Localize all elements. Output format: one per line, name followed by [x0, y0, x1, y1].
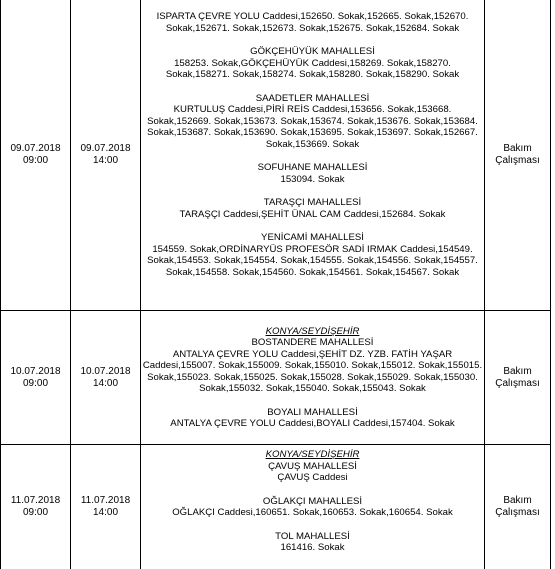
- street-list: ISPARTA ÇEVRE YOLU Caddesi,152650. Sokak,152665. Sokak,152670. Sokak,152671. Sokak,152673. Sokak,152675. Sokak,152684. Sokak: [156, 11, 469, 34]
- street-list: 153094. Sokak: [280, 173, 345, 185]
- street-list: KURTULUŞ Caddesi,PİRİ REİS Caddesi,153656. Sokak,153668. Sokak,152669. Sokak,153673. Sokak,153674. Sokak,153676. Sokak,153684. Sokak,153687. Sokak,153690. Sokak,153695. Sokak,153697. Sokak,152667. Sokak,153669. Sokak: [147, 104, 478, 150]
- street-list: ÇAVUŞ Caddesi: [277, 472, 348, 483]
- neighborhood-name: TOL MAHALLESİ: [275, 530, 350, 542]
- neighborhood-name: TARAŞÇI MAHALLESİ: [263, 197, 362, 208]
- reason-cell: [485, 311, 551, 445]
- reason-text: Bakım: [503, 142, 532, 154]
- end-date: 09.07.2018: [80, 142, 131, 154]
- street-list: TARAŞÇI Caddesi,ŞEHİT ÜNAL CAM Caddesi,152684. Sokak: [179, 208, 446, 220]
- table-row: [1, 0, 551, 311]
- street-list: 161416. Sokak: [280, 542, 345, 553]
- end-time: 14:00: [92, 154, 119, 166]
- start-date: 10.07.2018: [10, 365, 61, 377]
- start-time: 09:00: [22, 377, 49, 389]
- affected-area-cell: [141, 311, 485, 445]
- reason-text: Çalışması: [495, 507, 540, 518]
- reason-text: Bakım: [503, 365, 532, 377]
- table-row: [1, 311, 551, 445]
- neighborhood-name: GÖKÇEHÜYÜK MAHALLESİ: [250, 46, 375, 57]
- reason-text: Çalışması: [495, 377, 540, 389]
- start-datetime-cell: [1, 0, 71, 311]
- end-time: 14:00: [92, 507, 119, 518]
- start-date: 11.07.2018: [10, 495, 61, 506]
- neighborhood-name: BOYALI MAHALLESİ: [267, 406, 358, 418]
- reason-text: Bakım: [503, 495, 532, 506]
- neighborhood-name: YENİCAMİ MAHALLESİ: [261, 232, 364, 243]
- end-datetime-cell: [71, 0, 141, 311]
- start-datetime-cell: [1, 311, 71, 445]
- reason-text: Çalışması: [495, 154, 540, 166]
- end-date: 10.07.2018: [80, 365, 131, 377]
- end-datetime-cell: [71, 445, 141, 569]
- end-date: 11.07.2018: [80, 495, 131, 506]
- street-list: 158253. Sokak,GÖKÇEHÜYÜK Caddesi,158269. Sokak,158270. Sokak,158271. Sokak,158274. Sokak,158280. Sokak,158290. Sokak: [165, 57, 460, 80]
- district-name: KONYA/SEYDİŞEHİR: [265, 449, 360, 460]
- neighborhood-name: BOSTANDERE MAHALLESİ: [251, 337, 374, 348]
- end-datetime-cell: [71, 311, 141, 445]
- street-list: OĞLAKÇI Caddesi,160651. Sokak,160653. Sokak,160654. Sokak: [172, 507, 453, 518]
- neighborhood-name: ÇAVUŞ MAHALLESİ: [268, 460, 357, 472]
- start-time: 09:00: [22, 507, 49, 518]
- street-list: ANTALYA ÇEVRE YOLU Caddesi,ŞEHİT DZ. YZB. FATİH YAŞAR Caddesi,155007. Sokak,155009. Sokak,155010. Sokak,155012. Sokak,155015. Sokak,155023. Sokak,155025. Sokak,155028. Sokak,155029. Sokak,155030. Sokak,155032. Sokak,155040. Sokak,155043. Sokak: [142, 348, 483, 394]
- affected-area-cell: [141, 0, 485, 311]
- neighborhood-name: SOFUHANE MAHALLESİ: [257, 162, 368, 173]
- district-name: KONYA/SEYDİŞEHİR: [265, 325, 360, 337]
- affected-area-cell: [141, 445, 485, 569]
- neighborhood-name: SAADETLER MAHALLESİ: [255, 92, 370, 104]
- start-datetime-cell: [1, 445, 71, 569]
- table-row: [1, 445, 551, 569]
- end-time: 14:00: [92, 377, 119, 389]
- reason-cell: [485, 0, 551, 311]
- start-date: 09.07.2018: [10, 142, 61, 154]
- street-list: 154559. Sokak,ORDİNARYÜS PROFESÖR SADİ IRMAK Caddesi,154549. Sokak,154553. Sokak,154554. Sokak,154555. Sokak,154556. Sokak,154557. Sokak,154558. Sokak,154560. Sokak,154561. Sokak,154567. Sokak: [147, 243, 478, 278]
- neighborhood-name: OĞLAKÇI MAHALLESİ: [262, 495, 363, 507]
- start-time: 09:00: [22, 154, 49, 166]
- reason-cell: [485, 445, 551, 569]
- street-list: ANTALYA ÇEVRE YOLU Caddesi,BOYALI Caddesi,157404. Sokak: [170, 418, 455, 429]
